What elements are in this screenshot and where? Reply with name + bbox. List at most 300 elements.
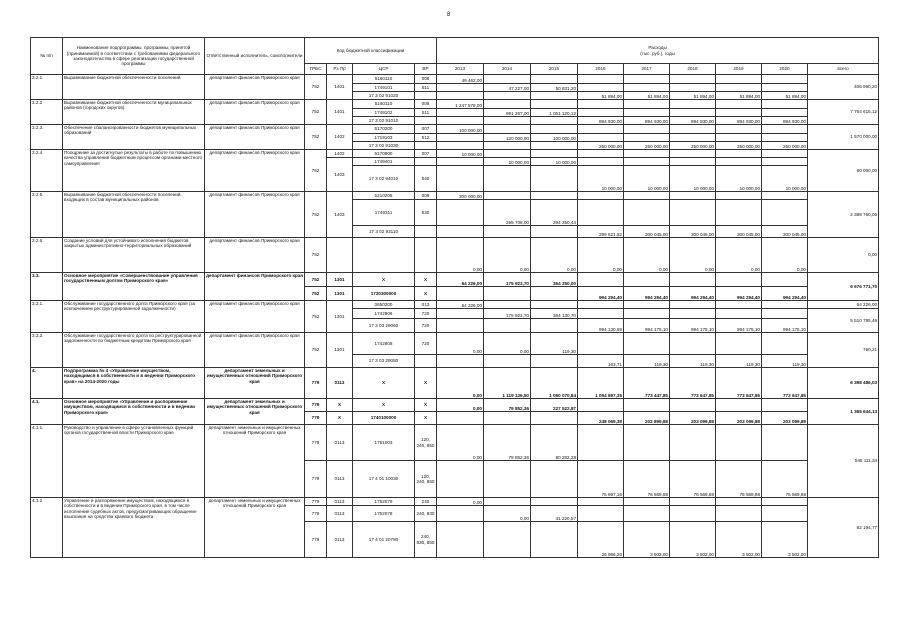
row-responsible: департамент земельных и имущественных отношений Приморского края (205, 368, 305, 399)
cell-2013 (437, 84, 484, 92)
header-rzpr: Рз Пр (327, 64, 353, 75)
cell-csr (353, 238, 415, 273)
cell-rzpr: X (327, 399, 353, 412)
cell-2016 (578, 75, 624, 84)
cell-2020 (762, 506, 808, 522)
cell-2014 (484, 166, 531, 192)
cell-vr: 720 (415, 309, 437, 319)
cell-2017 (624, 399, 670, 412)
cell-2018 (670, 100, 716, 109)
cell-2020: 203 099,88 (762, 412, 808, 425)
cell-vr (415, 226, 437, 238)
cell-rzpr: 1301 (327, 287, 353, 301)
row-name: Выравнивание бюджетной обеспеченности поселений, входящих в состав муниципальных районов (63, 192, 205, 238)
cell-vr: X (415, 368, 437, 399)
cell-2015 (531, 100, 578, 109)
cell-2018 (670, 134, 716, 142)
cell-2015 (531, 301, 578, 309)
cell-2020 (762, 498, 808, 506)
cell-2020 (762, 100, 808, 109)
cell-2020 (762, 309, 808, 319)
cell-vr: 240 (415, 498, 437, 506)
cell-2013 (437, 309, 484, 319)
row-number: 3.3. (31, 273, 63, 301)
row-number: 4.1.2. (31, 498, 63, 558)
cell-2018 (670, 399, 716, 412)
header-2018: 2018 (670, 64, 716, 75)
cell-2018 (670, 309, 716, 319)
row-responsible: департамент финансов Приморского края (205, 125, 305, 150)
cell-2016 (578, 301, 624, 309)
header-responsible: Ответственный исполнитель, соисполнители (205, 38, 305, 75)
cell-2017 (624, 333, 670, 355)
cell-2013 (437, 117, 484, 125)
cell-2018: 203 099,88 (670, 412, 716, 425)
cell-2016 (578, 109, 624, 117)
cell-csr: 1749102 (353, 109, 415, 117)
cell-2020 (762, 301, 808, 309)
row-responsible: департамент финансов Приморского края (205, 333, 305, 368)
row-name: Основное мероприятие «Совершенствование управления государственным долгом Приморского края» (63, 273, 205, 301)
cell-2019 (716, 158, 762, 166)
cell-2014: 175 923,70 (484, 273, 531, 287)
row-number: 3.2.5. (31, 192, 63, 238)
cell-2019 (716, 425, 762, 461)
row-name: Выравнивание бюджетной обеспеченности поселений (63, 75, 205, 100)
cell-2015: 50 831,20 (531, 84, 578, 92)
cell-2019 (716, 100, 762, 109)
cell-2017: 773 447,85 (624, 368, 670, 399)
table-row (31, 425, 879, 461)
cell-total: 6 676 771,70 (808, 273, 879, 301)
cell-vr: 007 (415, 150, 437, 158)
cell-2020: 994 175,10 (762, 319, 808, 333)
cell-2014: 0,00 (484, 333, 531, 355)
cell-2018: 119,30 (670, 355, 716, 368)
cell-2015 (531, 142, 578, 150)
cell-2013: 100 000,00 (437, 125, 484, 134)
cell-2016 (578, 125, 624, 134)
cell-2015: 41 220,57 (531, 506, 578, 522)
cell-rzpr: 0113 (327, 498, 353, 506)
cell-2018 (670, 109, 716, 117)
row-number: 3.2.1. (31, 75, 63, 100)
table-row (31, 100, 879, 109)
cell-vr: 511 (415, 84, 437, 92)
cell-2013 (437, 522, 484, 558)
cell-grbs: 752 (305, 125, 327, 150)
cell-2015 (531, 412, 578, 425)
cell-grbs: 779 (305, 461, 327, 498)
cell-rzpr: 0113 (327, 522, 353, 558)
cell-2020 (762, 273, 808, 287)
cell-2014 (484, 92, 531, 100)
cell-vr: 720 (415, 319, 437, 333)
cell-2019: 0,00 (716, 238, 762, 273)
cell-csr: 5170200 (353, 125, 415, 134)
cell-2019 (716, 125, 762, 134)
cell-2015 (531, 166, 578, 192)
cell-2013 (437, 142, 484, 150)
cell-2017 (624, 273, 670, 287)
cell-2018 (670, 273, 716, 287)
cell-2013: 0,00 (437, 333, 484, 355)
cell-grbs: 779 (305, 399, 327, 412)
cell-2018 (670, 301, 716, 309)
row-responsible: департамент финансов Приморского края (205, 192, 305, 238)
header-2019: 2019 (716, 64, 762, 75)
row-responsible: департамент земельных и имущественных отношений Приморского края (205, 498, 305, 558)
cell-2020 (762, 109, 808, 117)
cell-csr: X (353, 273, 415, 287)
cell-2018: 0,00 (670, 238, 716, 273)
row-number: 3.3.1. (31, 301, 63, 333)
cell-2017: 300 045,00 (624, 226, 670, 238)
cell-csr: 1752078 (353, 506, 415, 522)
cell-2013: 49 462,00 (437, 75, 484, 84)
cell-grbs: 752 (305, 301, 327, 333)
cell-csr: 17 3 02 91030 (353, 142, 415, 150)
row-name: Выравнивание бюджетной обеспеченности муниципальных районов (городских округов) (63, 100, 205, 125)
cell-total: 2 389 760,06 (808, 192, 879, 238)
header-vr: ВР (415, 64, 437, 75)
cell-2013: 0,00 (437, 399, 484, 412)
cell-2019: 300 045,00 (716, 226, 762, 238)
header-2013: 2013 (437, 64, 484, 75)
cell-2017: 3 502,00 (624, 522, 670, 558)
cell-grbs: 752 (305, 150, 327, 192)
cell-csr: 17 3 02 94010 (353, 166, 415, 192)
row-responsible: департамент земельных и имущественных отношений Приморского края (205, 425, 305, 498)
cell-2017 (624, 506, 670, 522)
cell-2015 (531, 150, 578, 158)
table-row (31, 125, 879, 134)
cell-rzpr: 0113 (327, 368, 353, 399)
row-responsible: департамент финансов Приморского края (205, 100, 305, 125)
cell-vr: 240, 830, 850 (415, 522, 437, 558)
cell-2017 (624, 125, 670, 134)
cell-2019 (716, 75, 762, 84)
cell-2019 (716, 109, 762, 117)
cell-2013 (437, 355, 484, 368)
cell-2016: 163,71 (578, 355, 624, 368)
cell-2018: 250 000,00 (670, 142, 716, 150)
cell-2015 (531, 125, 578, 134)
cell-2018: 300 045,00 (670, 226, 716, 238)
header-2017: 2017 (624, 64, 670, 75)
cell-2018: 994 294,40 (670, 287, 716, 301)
cell-2018: 3 502,00 (670, 522, 716, 558)
cell-2020: 10 000,00 (762, 166, 808, 192)
cell-2019 (716, 333, 762, 355)
row-responsible: департамент финансов Приморского края (205, 75, 305, 100)
table-row (31, 150, 879, 158)
row-name: Управление и распоряжение имуществом, находящимся в собственности и в ведении Приморского края, в том числе исполнение судебных актов, предусматривающих обращение взыскания на средства краевого бюджета (63, 498, 205, 558)
cell-total: 7 764 615,12 (808, 100, 879, 125)
cell-2016 (578, 192, 624, 200)
cell-2014: 47 227,00 (484, 84, 531, 92)
cell-2016 (578, 134, 624, 142)
page-number: 8 (447, 12, 451, 18)
cell-2013 (437, 109, 484, 117)
cell-csr: X (353, 399, 415, 412)
cell-2016 (578, 399, 624, 412)
cell-2019: 773 647,85 (716, 368, 762, 399)
cell-grbs: 752 (305, 333, 327, 368)
cell-2015: 1 090 070,84 (531, 368, 578, 399)
cell-csr: 1749311 (353, 200, 415, 226)
cell-csr: 17 4 01 20780 (353, 522, 415, 558)
cell-total: 760,21 (808, 333, 879, 368)
cell-2016: 26 966,20 (578, 522, 624, 558)
cell-csr: 1719103 (353, 134, 415, 142)
cell-2019 (716, 84, 762, 92)
cell-2016 (578, 498, 624, 506)
cell-2018: 994 175,10 (670, 319, 716, 333)
header-budget-code: Код бюджетной классификации (305, 38, 437, 64)
cell-2019 (716, 150, 762, 158)
cell-2020: 0,00 (762, 238, 808, 273)
cell-grbs: 752 (305, 75, 327, 100)
row-name: Обслуживание государственного долга по реструктурированной задолженности по бюджетным кредитам Приморского края (63, 333, 205, 368)
budget-table (30, 37, 879, 558)
cell-2017 (624, 75, 670, 84)
row-name: Основное мероприятие «Управление и распоряжение имуществом, находящимся в собственности и в ведении Приморского края» (63, 399, 205, 425)
cell-rzpr: 1401 (327, 100, 353, 125)
cell-2013 (437, 287, 484, 301)
cell-2016: 248 069,38 (578, 412, 624, 425)
cell-2020 (762, 125, 808, 134)
row-number: 3.2.3. (31, 125, 63, 150)
cell-2017: 51 894,00 (624, 92, 670, 100)
header-2014: 2014 (484, 64, 531, 75)
cell-2020: 300 045,00 (762, 226, 808, 238)
cell-2017: 894 930,00 (624, 117, 670, 125)
table-row (31, 273, 879, 287)
cell-2018 (670, 192, 716, 200)
cell-2014 (484, 125, 531, 134)
cell-2015 (531, 319, 578, 333)
cell-2013: 300 000,00 (437, 192, 484, 200)
cell-vr: X (415, 412, 437, 425)
cell-2017: 202 899,88 (624, 412, 670, 425)
row-name: Обслуживание государственного долга Приморского края (за исключением реструктурированной задолженности) (63, 301, 205, 333)
cell-2014 (484, 100, 531, 109)
cell-vr (415, 142, 437, 150)
cell-grbs: 752 (305, 287, 327, 301)
cell-csr: 1749401 (353, 158, 415, 166)
cell-2017 (624, 84, 670, 92)
cell-vr (415, 238, 437, 273)
cell-2018 (670, 158, 716, 166)
cell-2018: 10 000,00 (670, 166, 716, 192)
header-name: Наименование подпрограммы, программы, принятой (принимаемой) в соответствии с требованиями федерального законодательства в сфере реализации государственной программы (63, 38, 205, 75)
cell-2014: 120 000,00 (484, 134, 531, 142)
cell-2020: 51 894,00 (762, 92, 808, 100)
cell-2018 (670, 506, 716, 522)
cell-csr: 1752079 (353, 498, 415, 506)
cell-total: 6 398 486,03 (808, 368, 879, 399)
cell-2013: 0,00 (437, 368, 484, 399)
cell-total: 1 570 000,00 (808, 125, 879, 150)
row-responsible: департамент финансов Приморского края (205, 238, 305, 273)
cell-2014 (484, 522, 531, 558)
header-csr: ЦСР (353, 64, 415, 75)
cell-csr: 17 3 03 29080 (353, 355, 415, 368)
row-number: 3.2.2 (31, 100, 63, 125)
row-name: Поощрение за достигнутые результаты в работе по повышению качества управления бюджетным процессом органами местного самоуправления (63, 150, 205, 192)
cell-2019: 119,30 (716, 355, 762, 368)
cell-total: 545 111,34 (808, 425, 879, 498)
cell-2020 (762, 134, 808, 142)
row-responsible: департамент земельных и имущественных отношений Приморского края (205, 399, 305, 425)
cell-rzpr: X (327, 412, 353, 425)
cell-2020 (762, 84, 808, 92)
cell-2019 (716, 200, 762, 226)
cell-2018 (670, 498, 716, 506)
cell-rzpr: 0113 (327, 461, 353, 498)
cell-2016 (578, 84, 624, 92)
cell-csr: 1742908 (353, 333, 415, 355)
cell-2013 (437, 134, 484, 142)
cell-2014: 10 000,00 (484, 158, 531, 166)
cell-2019: 894 930,00 (716, 117, 762, 125)
cell-vr: 013 (415, 301, 437, 309)
cell-vr: X (415, 399, 437, 412)
cell-csr: 1751003 (353, 425, 415, 461)
cell-2015: 10 000,00 (531, 158, 578, 166)
cell-total: 1 365 644,13 (808, 399, 879, 425)
cell-2013 (437, 506, 484, 522)
cell-vr (415, 117, 437, 125)
cell-2017 (624, 150, 670, 158)
cell-total: 80 000,00 (808, 150, 879, 192)
cell-2016 (578, 333, 624, 355)
cell-csr: 1742906 (353, 309, 415, 319)
cell-2017 (624, 158, 670, 166)
cell-2014 (484, 117, 531, 125)
cell-vr: X (415, 287, 437, 301)
cell-2014: 79 852,36 (484, 425, 531, 461)
cell-2013: 0,00 (437, 425, 484, 461)
row-number: 3.3.2. (31, 333, 63, 368)
cell-rzpr: 1401 (327, 75, 353, 100)
cell-grbs: 779 (305, 425, 327, 461)
cell-2015 (531, 498, 578, 506)
cell-csr: 5160110 (353, 100, 415, 109)
row-number: 3.2.6. (31, 238, 63, 273)
cell-2019 (716, 506, 762, 522)
cell-2019: 51 894,00 (716, 92, 762, 100)
header-grbs: ГРБС (305, 64, 327, 75)
cell-2014: 0,00 (484, 238, 531, 273)
cell-csr: 1749101 (353, 84, 415, 92)
row-name: Создание условий для устойчивого исполнения бюджетов закрытых административно-территориальных образований (63, 238, 205, 273)
cell-total: 5 510 785,49 (808, 309, 879, 333)
row-number: 4.1.1. (31, 425, 63, 498)
cell-2019: 994 175,10 (716, 319, 762, 333)
cell-2020 (762, 192, 808, 200)
cell-2018 (670, 333, 716, 355)
cell-grbs: 752 (305, 238, 327, 273)
cell-rzpr: 1301 (327, 333, 353, 368)
table-row (31, 192, 879, 200)
cell-2019: 203 099,88 (716, 412, 762, 425)
header-num: № п/п (31, 38, 63, 75)
table-body (31, 75, 879, 558)
cell-2016 (578, 309, 624, 319)
cell-2017 (624, 301, 670, 309)
cell-2019: 76 569,88 (716, 461, 762, 498)
cell-2016: 994 294,40 (578, 287, 624, 301)
cell-2019 (716, 273, 762, 287)
cell-2019: 250 000,00 (716, 142, 762, 150)
cell-vr: X (415, 273, 437, 287)
cell-2016: 1 094 897,35 (578, 368, 624, 399)
cell-2014 (484, 192, 531, 200)
cell-2014 (484, 75, 531, 84)
cell-2015 (531, 75, 578, 84)
cell-rzpr: 1403 (327, 192, 353, 238)
cell-2017: 994 294,40 (624, 287, 670, 301)
cell-grbs: 779 (305, 506, 327, 522)
cell-2014: 1 119 126,50 (484, 368, 531, 399)
cell-2013: 64 226,00 (437, 301, 484, 309)
cell-csr: 17 3 02 93110 (353, 226, 415, 238)
cell-rzpr: 1301 (327, 301, 353, 333)
cell-grbs: 779 (305, 522, 327, 558)
cell-csr: 5210205 (353, 192, 415, 200)
cell-grbs: 752 (305, 100, 327, 125)
cell-2015 (531, 92, 578, 100)
cell-grbs: 779 (305, 498, 327, 506)
cell-vr: 008 (415, 75, 437, 84)
cell-2020: 119,30 (762, 355, 808, 368)
table-row (31, 368, 879, 399)
cell-rzpr: 1403 (327, 158, 353, 192)
cell-2019 (716, 192, 762, 200)
cell-2014: 991 267,00 (484, 109, 531, 117)
cell-rzpr: 0113 (327, 425, 353, 461)
cell-2017 (624, 134, 670, 142)
cell-vr: 530 (415, 200, 437, 226)
cell-2016: 994 130,69 (578, 319, 624, 333)
row-number: 4.1. (31, 399, 63, 425)
cell-2014 (484, 461, 531, 498)
cell-2018 (670, 75, 716, 84)
row-name: Подпрограмма № 4 «Управление имуществом, находящимся в собственности и в ведении Приморского края» на 2014-2020 годы (63, 368, 205, 399)
cell-vr: 007 (415, 125, 437, 134)
cell-vr (415, 92, 437, 100)
cell-2016 (578, 425, 624, 461)
cell-2014 (484, 498, 531, 506)
cell-2014 (484, 150, 531, 158)
cell-2015: 119,30 (531, 333, 578, 355)
cell-csr: 0650200 (353, 301, 415, 309)
cell-2018 (670, 425, 716, 461)
cell-2016 (578, 273, 624, 287)
cell-2017 (624, 109, 670, 117)
cell-2019 (716, 309, 762, 319)
cell-csr: 17 3 03 29060 (353, 319, 415, 333)
cell-2014 (484, 355, 531, 368)
cell-2015: 294 250,44 (531, 200, 578, 226)
cell-2017: 76 569,88 (624, 461, 670, 498)
cell-2015: 100 000,00 (531, 134, 578, 142)
cell-vr: 540 (415, 166, 437, 192)
header-total: всего (808, 64, 879, 75)
cell-2013 (437, 166, 484, 192)
